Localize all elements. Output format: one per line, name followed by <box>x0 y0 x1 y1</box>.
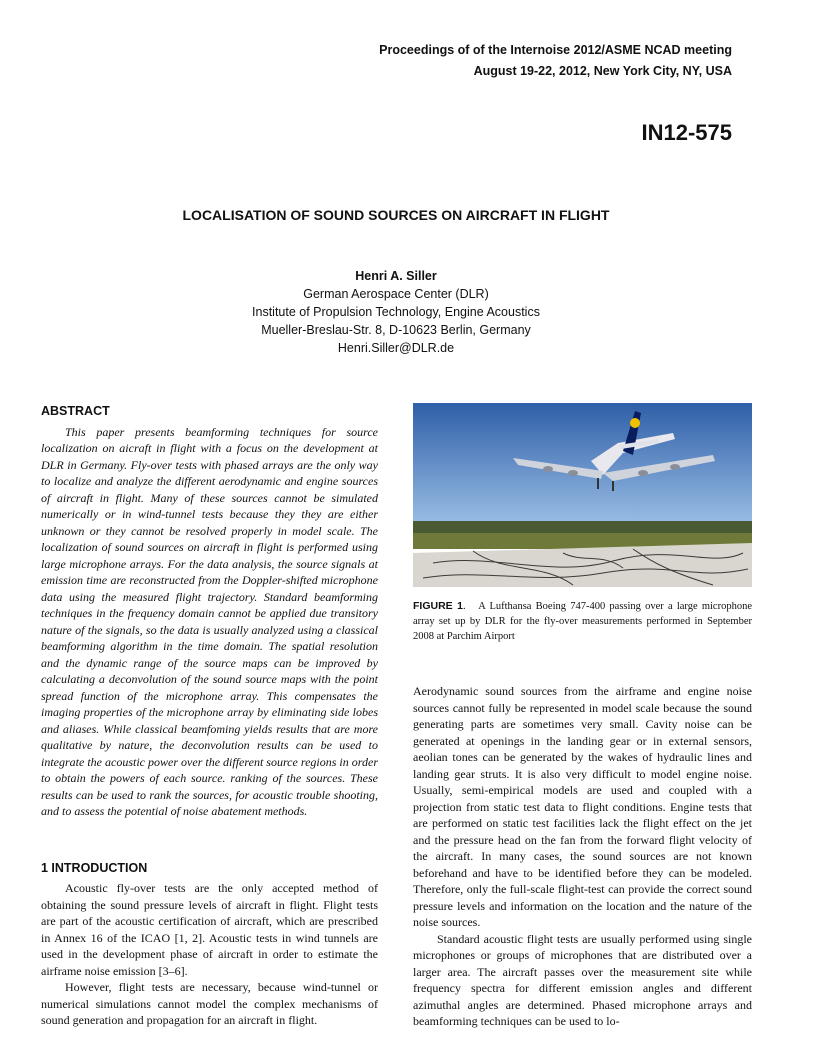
concrete-apron <box>413 543 752 587</box>
section-gap <box>41 820 378 860</box>
figure-1-caption: FIGURE 1. A Lufthansa Boeing 747-400 passing over a large microphone array set up by DLR for the fly-over measurements performed in September 2008 at Parchim Airport <box>413 600 752 642</box>
author-name: Henri A. Siller <box>355 269 437 283</box>
paper-title: LOCALISATION OF SOUND SOURCES ON AIRCRAFT IN FLIGHT <box>182 207 610 223</box>
author-affiliation-1: German Aerospace Center (DLR) <box>303 287 489 301</box>
author-email: Henri.Siller@DLR.de <box>337 341 455 355</box>
right-body-text <box>413 683 752 1030</box>
right-paragraph-1: Aerodynamic sound sources from the airframe and engine noise sources cannot fully be represented in model scale because the sound generating parts are sometimes very small. Cavity noise can be generated at openings in the landing gear or in external sensors, aeolian tones can be generated by the wakes of hydraulic lines and landing gear struts. It is also very difficult to model engine noise. Usually, semi-empirical models are used and coupled with a projection from static test data to flight conditions. Engine tests that are performed on static test facilities lack the flight effect on the jet and the pressure head on the fan from the forward flight velocity of the aircraft. In many cases, the sound sources are not known beforehand and have to be identified before they can be modeled. Therefore, only the full-scale flight-test can provide the correct sound pressure levels and information on the location and the nature of the noise sources. <box>413 684 752 929</box>
figure-1-photo <box>413 403 752 587</box>
author-affiliation-2: Institute of Propulsion Technology, Engine Acoustics <box>252 305 540 319</box>
author-address: Mueller-Breslau-Str. 8, D-10623 Berlin, Germany <box>261 323 531 337</box>
abstract-heading: ABSTRACT <box>41 404 110 418</box>
introduction-paragraph-2: However, flight tests are necessary, because wind-tunnel or numerical simulations cannot model the complex mechanisms of sound generation and propagation for an aircraft in flight. <box>41 980 378 1027</box>
abstract-text: This paper presents beamforming techniques for source localization on aicraft in flight with a focus on the development at DLR in Germany. Fly-over tests with phased arrays are the only way to localize and analyze the different aerodynamic and engine sources of aircraft in flight. Many of these sources cannot be simulated numerically or in wind-tunnel tests because they they are either unknown or they cannot be resolved properly in model scale. The localization of sound sources on aircraft in flight is performed using large microphone arrays. For the data analysis, the source signals at emission time are reconstructed from the Doppler-shifted microphone data using the measured flight trajectory. Standard beamforming techniques in the frequency domain cannot be applied due transitory nature of the signals, so the data is usually analyzed using a classical beamforming algorithm in the time domain. The spatial resolution and the dynamic range of the source maps can be improved by calculating a deconvolution of the sound source maps with the point spread function of the microphone array. This compensates the imaging properties of the microphone array by eliminating side lobes and aliases. While classical beamfoming yields results that are more qualitative by nature, the deconvolution results can be used to integrate the acoustic power over the different source regions in order to obtain the powers of each source. ranking of the sources. These results can be used to rank the sources, for acoustic trouble shooting, and to assess the potential of noise abatement methods. <box>41 424 378 818</box>
conference-name: Proceedings of of the Internoise 2012/ASME NCAD meeting <box>379 43 732 57</box>
aircraft-photo <box>413 403 752 587</box>
introduction-paragraph-1: Acoustic fly-over tests are the only accepted method of obtaining the sound pressure levels of aircraft in flight. Flight tests are part of the acoustic certification of aircraft, which are prescribed in Annex 16 of the ICAO [1, 2]. Acoustic tests in wind tunnels are used in the development phase of aircraft in order to estimate the airframe noise emission [3–6]. <box>41 881 378 978</box>
right-column <box>413 403 752 1030</box>
right-paragraph-2: Standard acoustic flight tests are usually performed using single microphones or groups of microphones that are distributed over a larger area. The aircraft passes over the measurement site while frequency spectra for different emission angles and different azimuthal angles are determined. Phased microphone arrays and beamforming techniques can be used to lo- <box>413 931 752 1028</box>
introduction-heading: 1 INTRODUCTION <box>41 860 148 875</box>
paper-id: IN12-575 <box>641 120 732 145</box>
figure-1-caption-text: A Lufthansa Boeing 747-400 passing over a large microphone array set up by DLR for the fly-over measurements performed in September 2008 at Parchim Airport <box>413 601 752 642</box>
conference-header <box>379 40 732 82</box>
figure-1-label: FIGURE 1 <box>413 600 464 612</box>
left-column <box>41 403 378 1029</box>
author-block <box>0 267 792 357</box>
sky <box>413 403 752 528</box>
conference-date: August 19-22, 2012, New York City, NY, USA <box>473 64 732 78</box>
